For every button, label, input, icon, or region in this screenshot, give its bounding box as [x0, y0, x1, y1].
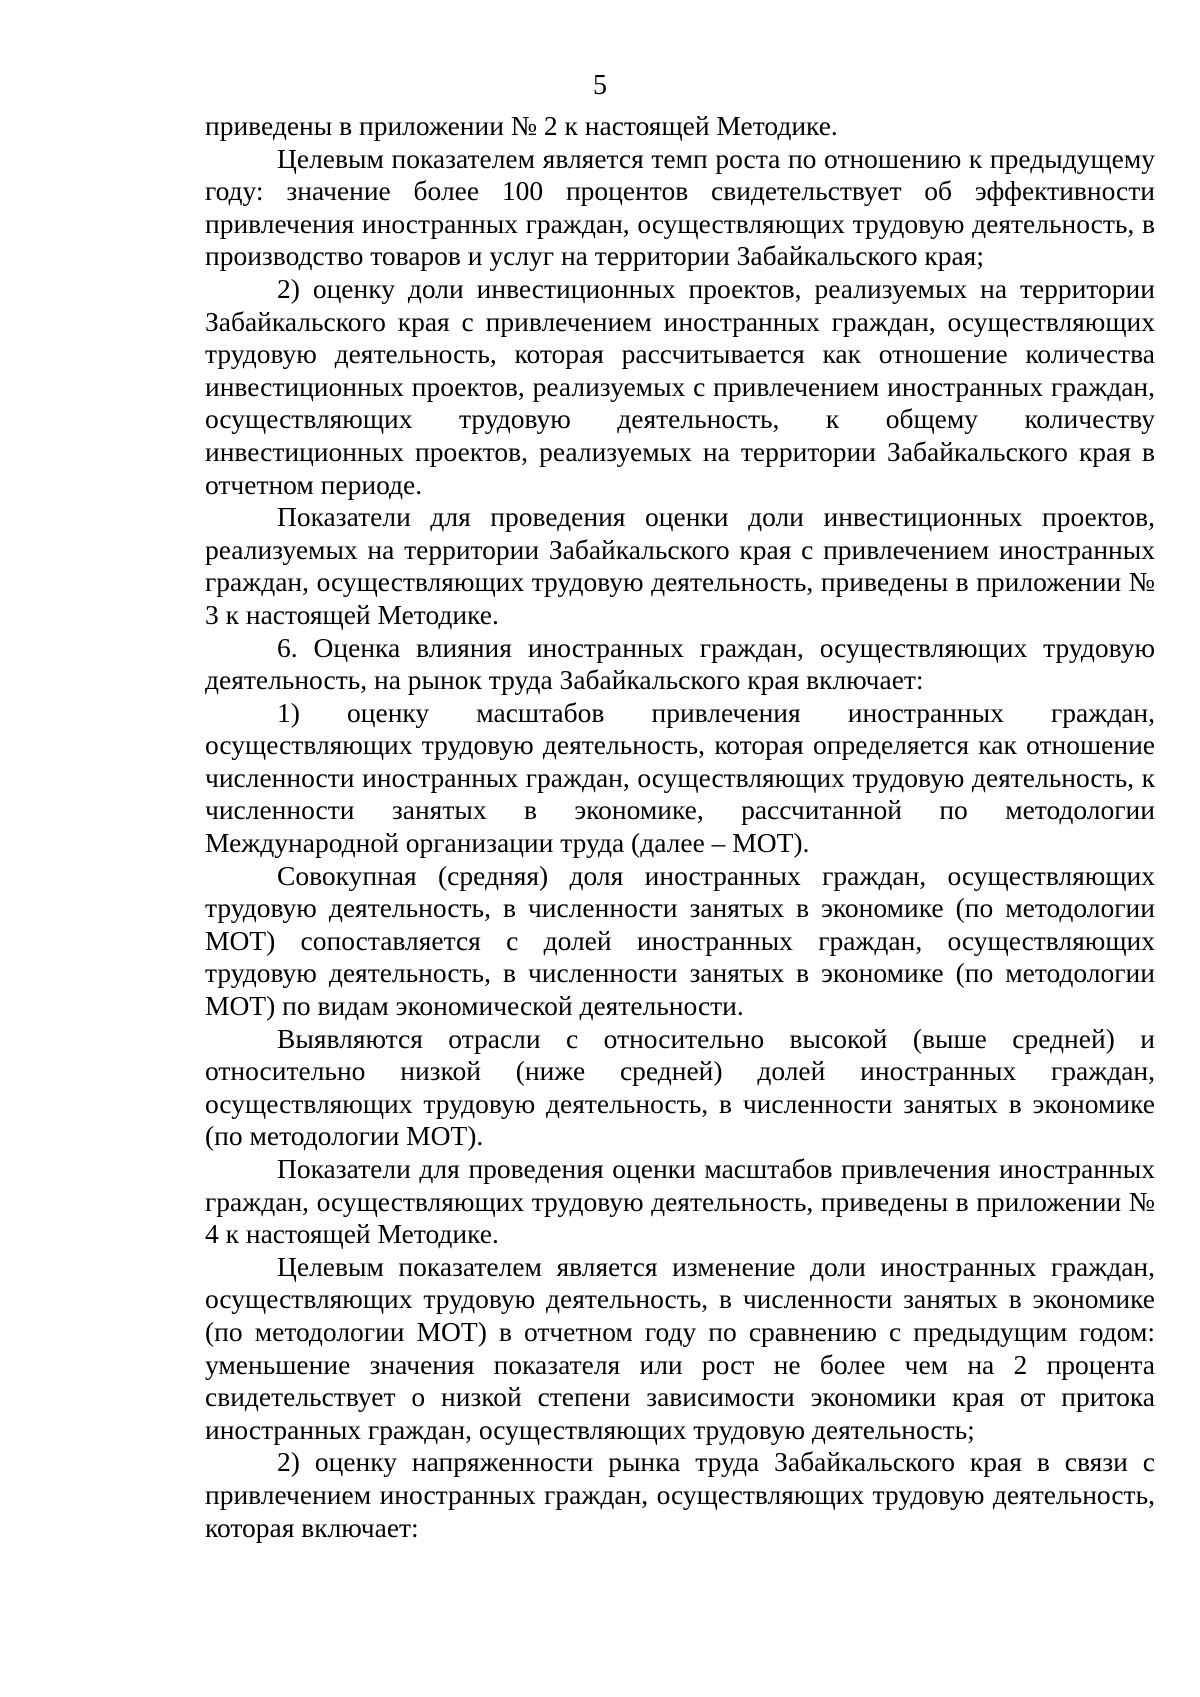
- paragraph-investment-share: 2) оценку доли инвестиционных проектов, реализуемых на территории Забайкальского края с привлечением иностранных граждан, осуществляющих трудовую деятельность, которая рассчитывается как отношение количества инвестиционных проектов, реализуемых с привлечением иностранных граждан, осуществляющих трудовую деятельность, к общему количеству инвестиционных проектов, реализуемых на территории Забайкальского края в отчетном периоде.: [205, 272, 1155, 500]
- page-number: 5: [593, 70, 607, 101]
- paragraph-target-indicator-share: Целевым показателем является изменение доли иностранных граждан, осуществляющих трудовую деятельность, в численности занятых в экономике (по методологии МОТ) в отчетном году по сравнению с предыдущим годом: уменьшение значения показателя или рост не более чем на 2 процента свидетельствует о низкой степени зависимости экономики края от притока иностранных граждан, осуществляющих трудовую деятельность;: [205, 1250, 1155, 1445]
- paragraph-labor-market-tension: 2) оценку напряженности рынка труда Забайкальского края в связи с привлечением иностранных граждан, осуществляющих трудовую деятельность, которая включает:: [205, 1446, 1155, 1543]
- paragraph-scale-assessment: 1) оценку масштабов привлечения иностранных граждан, осуществляющих трудовую деятельность, которая определяется как отношение численности иностранных граждан, осуществляющих трудовую деятельность, к численности занятых в экономике, рассчитанной по методологии Международной организации труда (далее – МОТ).: [205, 696, 1155, 859]
- paragraph-target-indicator-growth: Целевым показателем является темп роста по отношению к предыдущему году: значение более 100 процентов свидетельствует об эффективности привлечения иностранных граждан, осуществляющих трудовую деятельность, в производство товаров и услуг на территории Забайкальского края;: [205, 142, 1155, 272]
- paragraph-scale-indicators: Показатели для проведения оценки масштабов привлечения иностранных граждан, осуществляющих трудовую деятельность, приведены в приложении № 4 к настоящей Методике.: [205, 1153, 1155, 1250]
- paragraph-industries: Выявляются отрасли с относительно высокой (выше средней) и относительно низкой (ниже средней) долей иностранных граждан, осуществляющих трудовую деятельность, в численности занятых в экономике (по методологии МОТ).: [205, 1022, 1155, 1152]
- paragraph-investment-indicators: Показатели для проведения оценки доли инвестиционных проектов, реализуемых на территории Забайкальского края с привлечением иностранных граждан, осуществляющих трудовую деятельность, приведены в приложении № 3 к настоящей Методике.: [205, 501, 1155, 630]
- document-body: [205, 110, 1155, 1544]
- paragraph-average-share: Совокупная (средняя) доля иностранных граждан, осуществляющих трудовую деятельность, в численности занятых в экономике (по методологии МОТ) сопоставляется с долей иностранных граждан, осуществляющих трудовую деятельность, в численности занятых в экономике (по методологии МОТ) по видам экономической деятельности.: [205, 859, 1155, 1022]
- paragraph-continuation: приведены в приложении № 2 к настоящей Методике.: [205, 110, 838, 141]
- paragraph-section-6: 6. Оценка влияния иностранных граждан, осуществляющих трудовую деятельность, на рынок труда Забайкальского края включает:: [205, 631, 1155, 696]
